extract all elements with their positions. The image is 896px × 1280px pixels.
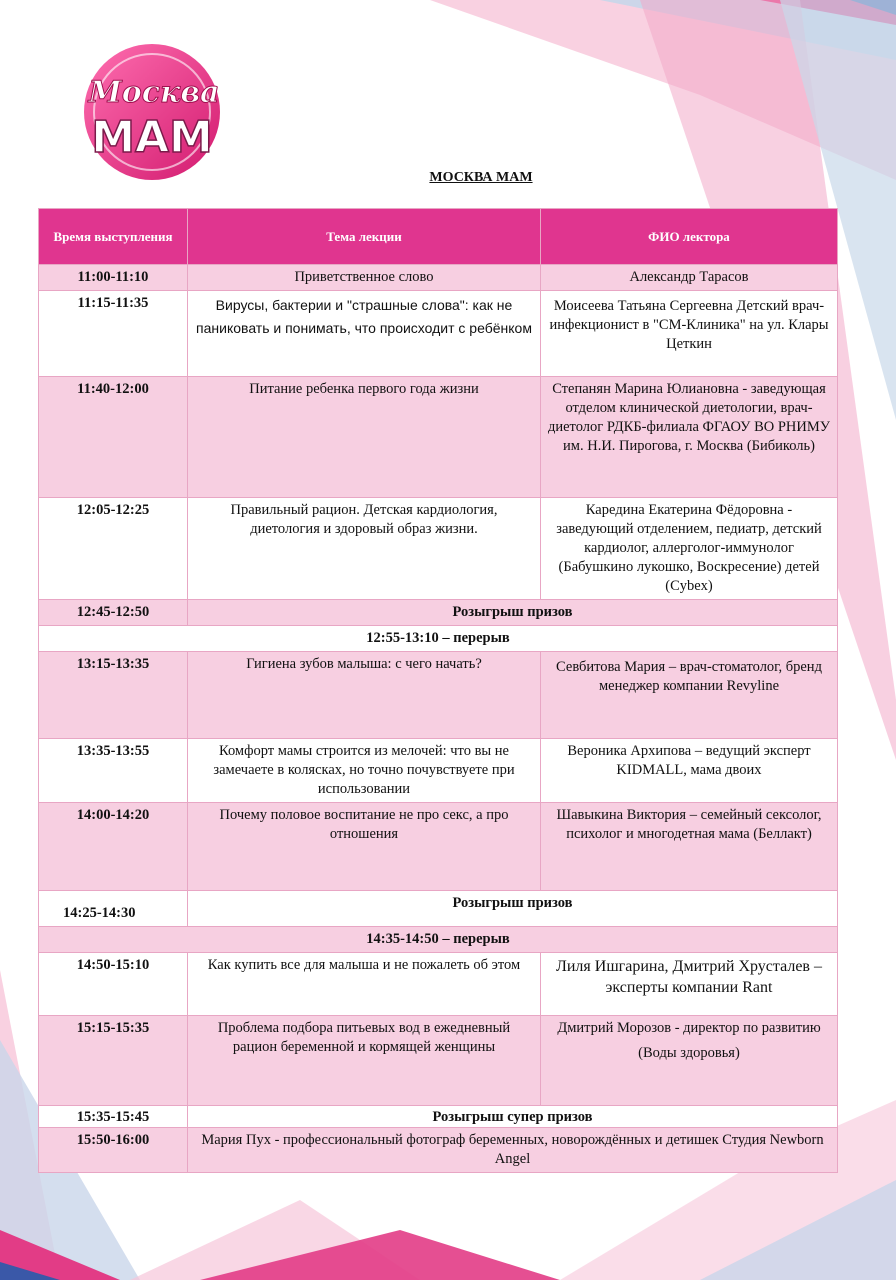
row-event: Розыгрыш супер призов	[188, 1106, 838, 1128]
table-row	[39, 803, 838, 891]
row-topic: Проблема подбора питьевых вод в ежедневный рацион беременной и кормящей женщины	[188, 1016, 541, 1106]
table-row	[39, 498, 838, 600]
table-row	[39, 265, 838, 291]
row-break: 14:35-14:50 – перерыв	[39, 927, 838, 953]
row-time: 11:00-11:10	[39, 265, 188, 291]
table-header-row	[39, 209, 838, 265]
header-speaker: ФИО лектора	[541, 209, 838, 265]
row-speaker: Вероника Архипова – ведущий эксперт KIDMALL, мама двоих	[541, 739, 838, 803]
logo-main: МАМ	[91, 112, 213, 163]
schedule-table	[38, 208, 838, 1173]
row-event: Розыгрыш призов	[188, 891, 838, 927]
row-event: Мария Пух - профессиональный фотограф беременных, новорождённых и детишек Студия Newborn Angel	[188, 1128, 838, 1173]
row-speaker: Шавыкина Виктория – семейный сексолог, психолог и многодетная мама (Беллакт)	[541, 803, 838, 891]
row-time: 14:00-14:20	[39, 803, 188, 891]
row-speaker: Лиля Ишгарина, Дмитрий Хрусталев – эксперты компании Rant	[541, 953, 838, 1016]
row-time: 13:15-13:35	[39, 652, 188, 739]
row-time: 12:05-12:25	[39, 498, 188, 600]
table-row	[39, 927, 838, 953]
table-row	[39, 1128, 838, 1173]
page-title: МОСКВА МАМ	[429, 170, 533, 185]
row-time: 15:15-15:35	[39, 1016, 188, 1106]
row-speaker-cell	[541, 1016, 838, 1106]
table-row	[39, 626, 838, 652]
row-speaker: Дмитрий Морозов - директор по развитию	[557, 1020, 821, 1036]
row-break: 12:55-13:10 – перерыв	[39, 626, 838, 652]
row-topic: Комфорт мамы строится из мелочей: что вы не замечаете в колясках, но точно почувствуете при использовании	[188, 739, 541, 803]
row-topic: Почему половое воспитание не про секс, а про отношения	[188, 803, 541, 891]
row-time: 13:35-13:55	[39, 739, 188, 803]
table-row	[39, 1016, 838, 1106]
table-row	[39, 1106, 838, 1128]
row-event: Розыгрыш призов	[188, 600, 838, 626]
row-topic: Гигиена зубов малыша: с чего начать?	[188, 652, 541, 739]
table-row	[39, 291, 838, 377]
row-time: 11:40-12:00	[39, 377, 188, 498]
row-topic: Вирусы, бактерии и "страшные слова": как не паниковать и понимать, что происходит с ребёнком	[188, 291, 541, 377]
row-time: 14:50-15:10	[39, 953, 188, 1016]
row-speaker-note: (Воды здоровья)	[638, 1045, 740, 1061]
row-topic: Питание ребенка первого года жизни	[188, 377, 541, 498]
row-topic: Правильный рацион. Детская кардиология, диетология и здоровый образ жизни.	[188, 498, 541, 600]
row-speaker: Карeдина Екатерина Фёдоровна - заведующий отделением, педиатр, детский кардиолог, аллерголог-иммунолог (Бабушкино лукошко, Воскресение) детей (Cybex)	[541, 498, 838, 600]
row-time: 14:25-14:30	[39, 891, 188, 927]
row-time: 15:35-15:45	[39, 1106, 188, 1128]
header-time: Время выступления	[39, 209, 188, 265]
row-speaker: Севбитова Мария – врач-стоматолог, бренд менеджер компании Revyline	[541, 652, 838, 739]
row-time: 15:50-16:00	[39, 1128, 188, 1173]
row-time: 11:15-11:35	[39, 291, 188, 377]
table-row	[39, 891, 838, 927]
table-row	[39, 953, 838, 1016]
row-topic: Как купить все для малыша и не пожалеть об этом	[188, 953, 541, 1016]
logo-script: Москва	[88, 75, 220, 110]
row-speaker: Александр Тарасов	[541, 265, 838, 291]
table-row	[39, 652, 838, 739]
table-row	[39, 377, 838, 498]
row-speaker: Моисеева Татьяна Сергеевна Детский врач-инфекционист в "СМ-Клиника" на ул. Клары Цеткин	[541, 291, 838, 377]
table-row	[39, 739, 838, 803]
row-topic: Приветственное слово	[188, 265, 541, 291]
moscow-mam-logo	[70, 40, 240, 190]
header-topic: Тема лекции	[188, 209, 541, 265]
row-time: 12:45-12:50	[39, 600, 188, 626]
table-row	[39, 600, 838, 626]
row-speaker: Степанян Марина Юлиановна - заведующая отделом клинической диетологии, врач-диетолог РДКБ-филиала ФГАОУ ВО РНИМУ им. Н.И. Пирогова, г. Москва (Бибиколь)	[541, 377, 838, 498]
